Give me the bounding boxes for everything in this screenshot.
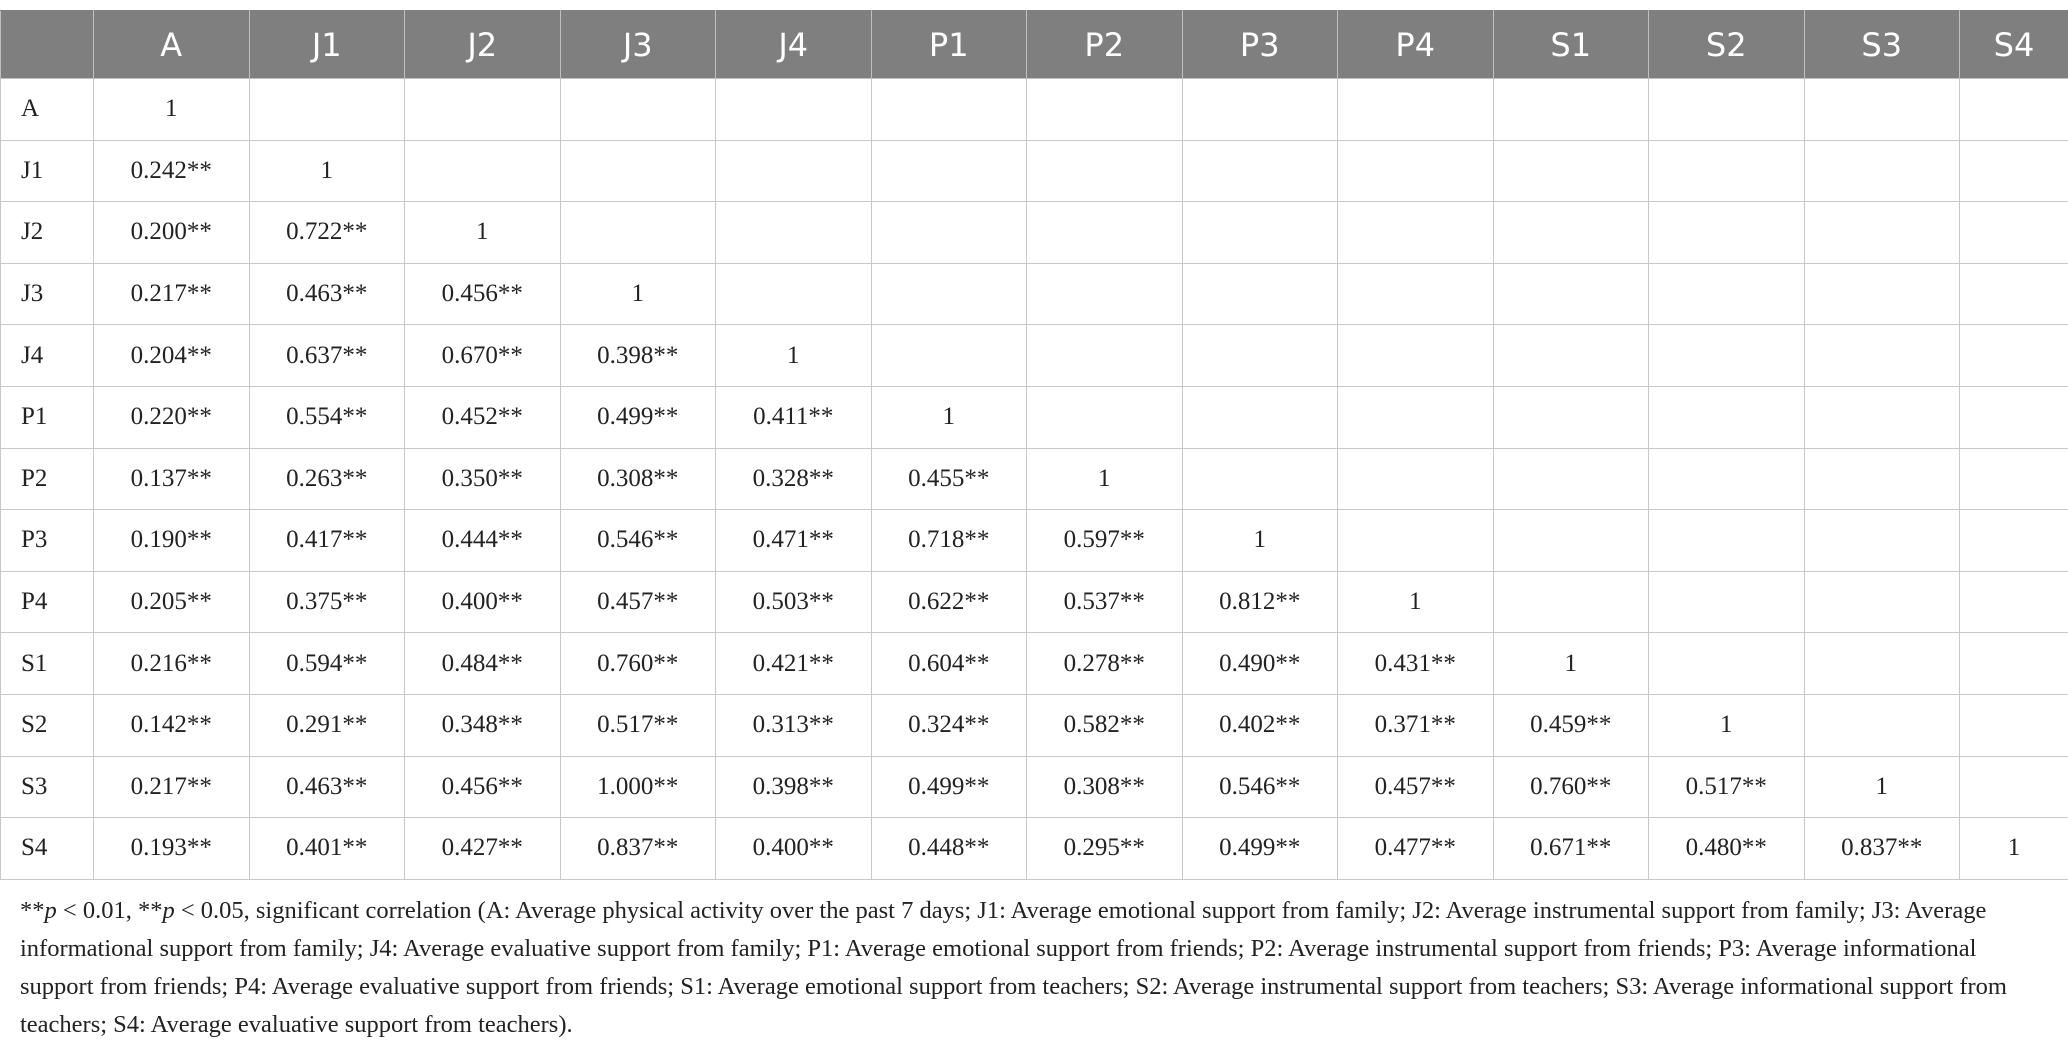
table-row xyxy=(1,79,2068,141)
correlation-cell xyxy=(1338,325,1494,387)
correlation-cell xyxy=(560,79,716,141)
correlation-cell: 0.499** xyxy=(560,386,716,448)
row-header: S4 xyxy=(1,818,94,880)
correlation-cell: 1 xyxy=(1182,510,1338,572)
correlation-cell xyxy=(716,263,872,325)
correlation-cell: 0.328** xyxy=(716,448,872,510)
correlation-cell: 0.622** xyxy=(871,571,1027,633)
correlation-cell xyxy=(1804,633,1960,695)
correlation-cell: 0.499** xyxy=(871,756,1027,818)
column-header: J1 xyxy=(249,11,405,79)
correlation-cell: 0.455** xyxy=(871,448,1027,510)
table-row xyxy=(1,202,2068,264)
correlation-cell: 0.375** xyxy=(249,571,405,633)
correlation-cell: 0.350** xyxy=(405,448,561,510)
correlation-cell: 0.537** xyxy=(1027,571,1183,633)
row-header: P2 xyxy=(1,448,94,510)
correlation-cell xyxy=(1493,448,1649,510)
correlation-cell: 1 xyxy=(1027,448,1183,510)
correlation-cell xyxy=(560,140,716,202)
correlation-cell: 0.517** xyxy=(1649,756,1805,818)
correlation-cell: 0.200** xyxy=(94,202,250,264)
correlation-cell xyxy=(1338,79,1494,141)
correlation-cell: 0.400** xyxy=(405,571,561,633)
correlation-cell xyxy=(1338,202,1494,264)
table-row xyxy=(1,140,2068,202)
column-header: S4 xyxy=(1960,11,2068,79)
correlation-cell xyxy=(1027,79,1183,141)
footnote-p-symbol: p xyxy=(44,897,57,924)
correlation-cell xyxy=(1649,202,1805,264)
correlation-cell: 0.204** xyxy=(94,325,250,387)
column-header: J4 xyxy=(716,11,872,79)
row-header: J4 xyxy=(1,325,94,387)
table-row xyxy=(1,818,2068,880)
correlation-cell xyxy=(1804,140,1960,202)
column-header: J2 xyxy=(405,11,561,79)
correlation-cell xyxy=(1493,140,1649,202)
correlation-cell: 0.308** xyxy=(1027,756,1183,818)
correlation-cell xyxy=(871,325,1027,387)
correlation-cell: 0.242** xyxy=(94,140,250,202)
row-header: S1 xyxy=(1,633,94,695)
correlation-cell xyxy=(1804,263,1960,325)
correlation-cell xyxy=(1960,325,2068,387)
column-header: P3 xyxy=(1182,11,1338,79)
correlation-cell xyxy=(1338,510,1494,572)
correlation-cell: 0.402** xyxy=(1182,694,1338,756)
correlation-cell: 1 xyxy=(1493,633,1649,695)
correlation-cell xyxy=(871,263,1027,325)
table-row xyxy=(1,756,2068,818)
correlation-cell: 1 xyxy=(1649,694,1805,756)
correlation-cell: 0.463** xyxy=(249,756,405,818)
correlation-cell: 0.477** xyxy=(1338,818,1494,880)
correlation-cell: 1 xyxy=(94,79,250,141)
correlation-cell: 0.546** xyxy=(560,510,716,572)
correlation-cell xyxy=(1960,202,2068,264)
correlation-cell: 0.142** xyxy=(94,694,250,756)
correlation-cell: 0.597** xyxy=(1027,510,1183,572)
correlation-cell xyxy=(1649,325,1805,387)
correlation-cell: 0.670** xyxy=(405,325,561,387)
table-row xyxy=(1,694,2068,756)
table-row xyxy=(1,386,2068,448)
correlation-cell xyxy=(1649,263,1805,325)
header-corner-cell xyxy=(1,11,94,79)
table-header-row xyxy=(1,11,2068,79)
correlation-cell: 0.671** xyxy=(1493,818,1649,880)
correlation-cell: 0.217** xyxy=(94,263,250,325)
table-row xyxy=(1,448,2068,510)
row-header: J3 xyxy=(1,263,94,325)
correlation-cell xyxy=(1493,202,1649,264)
correlation-cell: 1 xyxy=(1960,818,2068,880)
correlation-cell xyxy=(1960,633,2068,695)
correlation-cell: 0.263** xyxy=(249,448,405,510)
correlation-cell xyxy=(1493,386,1649,448)
correlation-cell xyxy=(1182,386,1338,448)
correlation-cell: 0.604** xyxy=(871,633,1027,695)
correlation-cell xyxy=(1649,448,1805,510)
correlation-cell xyxy=(1493,79,1649,141)
correlation-cell xyxy=(871,202,1027,264)
correlation-cell xyxy=(1960,140,2068,202)
correlation-cell: 0.313** xyxy=(716,694,872,756)
correlation-cell xyxy=(1804,448,1960,510)
row-header: P1 xyxy=(1,386,94,448)
correlation-cell xyxy=(1493,571,1649,633)
correlation-cell: 0.837** xyxy=(1804,818,1960,880)
correlation-cell: 0.217** xyxy=(94,756,250,818)
correlation-cell: 0.517** xyxy=(560,694,716,756)
correlation-cell: 0.278** xyxy=(1027,633,1183,695)
correlation-cell: 0.490** xyxy=(1182,633,1338,695)
correlation-cell xyxy=(1493,325,1649,387)
table-row xyxy=(1,263,2068,325)
correlation-cell xyxy=(1649,510,1805,572)
correlation-cell: 0.193** xyxy=(94,818,250,880)
correlation-cell xyxy=(1649,140,1805,202)
correlation-cell xyxy=(1338,448,1494,510)
correlation-cell: 0.348** xyxy=(405,694,561,756)
correlation-cell: 0.456** xyxy=(405,263,561,325)
correlation-cell xyxy=(1182,448,1338,510)
correlation-cell: 0.459** xyxy=(1493,694,1649,756)
correlation-cell: 0.480** xyxy=(1649,818,1805,880)
correlation-cell xyxy=(1804,386,1960,448)
correlation-cell: 0.463** xyxy=(249,263,405,325)
correlation-cell: 0.400** xyxy=(716,818,872,880)
column-header: J3 xyxy=(560,11,716,79)
correlation-cell xyxy=(1182,263,1338,325)
correlation-cell: 0.452** xyxy=(405,386,561,448)
correlation-cell: 0.324** xyxy=(871,694,1027,756)
correlation-cell: 0.444** xyxy=(405,510,561,572)
correlation-cell: 0.503** xyxy=(716,571,872,633)
correlation-cell: 0.456** xyxy=(405,756,561,818)
correlation-cell: 0.457** xyxy=(1338,756,1494,818)
correlation-cell xyxy=(1182,140,1338,202)
correlation-cell: 0.499** xyxy=(1182,818,1338,880)
correlation-cell: 0.398** xyxy=(716,756,872,818)
correlation-cell: 0.546** xyxy=(1182,756,1338,818)
correlation-cell xyxy=(1960,263,2068,325)
correlation-cell: 0.427** xyxy=(405,818,561,880)
correlation-cell: 0.401** xyxy=(249,818,405,880)
correlation-table xyxy=(0,10,2068,880)
row-header: P3 xyxy=(1,510,94,572)
correlation-cell: 0.837** xyxy=(560,818,716,880)
correlation-cell: 0.205** xyxy=(94,571,250,633)
table-row xyxy=(1,325,2068,387)
correlation-cell: 1.000** xyxy=(560,756,716,818)
correlation-cell: 0.554** xyxy=(249,386,405,448)
correlation-cell xyxy=(1493,263,1649,325)
correlation-cell xyxy=(1960,79,2068,141)
correlation-cell xyxy=(716,140,872,202)
correlation-cell: 1 xyxy=(249,140,405,202)
correlation-cell xyxy=(1649,79,1805,141)
correlation-cell xyxy=(1804,510,1960,572)
column-header: P1 xyxy=(871,11,1027,79)
correlation-cell: 0.484** xyxy=(405,633,561,695)
correlation-cell: 0.295** xyxy=(1027,818,1183,880)
table-row xyxy=(1,571,2068,633)
correlation-cell xyxy=(1960,510,2068,572)
footnote-threshold: < 0.01, ** xyxy=(56,897,163,924)
correlation-cell xyxy=(249,79,405,141)
correlation-cell: 0.594** xyxy=(249,633,405,695)
correlation-cell: 0.471** xyxy=(716,510,872,572)
correlation-cell xyxy=(1027,325,1183,387)
correlation-cell: 1 xyxy=(405,202,561,264)
correlation-cell xyxy=(871,140,1027,202)
correlation-cell xyxy=(1804,79,1960,141)
correlation-cell: 1 xyxy=(1338,571,1494,633)
row-header: J1 xyxy=(1,140,94,202)
correlation-cell xyxy=(1804,571,1960,633)
column-header: S1 xyxy=(1493,11,1649,79)
correlation-cell xyxy=(1493,510,1649,572)
correlation-cell xyxy=(1182,79,1338,141)
column-header: A xyxy=(94,11,250,79)
correlation-cell xyxy=(1649,633,1805,695)
table-row xyxy=(1,510,2068,572)
correlation-cell xyxy=(716,79,872,141)
correlation-cell xyxy=(1804,694,1960,756)
correlation-cell: 0.421** xyxy=(716,633,872,695)
column-header: S3 xyxy=(1804,11,1960,79)
correlation-cell: 0.637** xyxy=(249,325,405,387)
correlation-cell xyxy=(560,202,716,264)
correlation-cell xyxy=(405,140,561,202)
correlation-cell xyxy=(1338,386,1494,448)
correlation-cell xyxy=(1960,448,2068,510)
column-header: P4 xyxy=(1338,11,1494,79)
correlation-cell xyxy=(1804,325,1960,387)
table-body xyxy=(1,79,2068,880)
correlation-cell: 0.718** xyxy=(871,510,1027,572)
correlation-cell xyxy=(716,202,872,264)
footnote-text: < 0.05, significant correlation (A: Average physical activity over the past 7 days; J1: Average emotional support from family; J2: Average instrumental support from family; J3: Average informational support from family; J4: Average evaluative support from family; P1: Average emotional support from friends; P2: Average instrumental support from friends; P3: Average informational support from friends; P4: Average evaluative support from friends; S1: Average emotional support from teachers; S2: Average instrumental support from teachers; S3: Average informational support from teachers; S4: Average evaluative support from teachers). xyxy=(20,897,2007,1038)
correlation-cell xyxy=(1027,386,1183,448)
correlation-cell xyxy=(1338,263,1494,325)
correlation-cell: 0.760** xyxy=(560,633,716,695)
correlation-cell xyxy=(1338,140,1494,202)
correlation-cell xyxy=(1182,325,1338,387)
correlation-cell: 0.457** xyxy=(560,571,716,633)
correlation-cell: 0.216** xyxy=(94,633,250,695)
correlation-cell xyxy=(1182,202,1338,264)
correlation-cell: 0.308** xyxy=(560,448,716,510)
correlation-cell xyxy=(1027,202,1183,264)
table-row xyxy=(1,633,2068,695)
correlation-cell: 0.448** xyxy=(871,818,1027,880)
correlation-cell: 0.431** xyxy=(1338,633,1494,695)
correlation-cell: 0.291** xyxy=(249,694,405,756)
correlation-cell: 1 xyxy=(560,263,716,325)
correlation-cell xyxy=(1960,571,2068,633)
correlation-cell xyxy=(1649,386,1805,448)
correlation-cell xyxy=(1960,386,2068,448)
correlation-cell: 1 xyxy=(1804,756,1960,818)
correlation-cell: 0.371** xyxy=(1338,694,1494,756)
column-header: S2 xyxy=(1649,11,1805,79)
table-footnote xyxy=(20,892,2050,1044)
correlation-cell xyxy=(871,79,1027,141)
correlation-cell xyxy=(1960,756,2068,818)
correlation-cell: 0.137** xyxy=(94,448,250,510)
correlation-cell xyxy=(1960,694,2068,756)
correlation-cell xyxy=(1027,140,1183,202)
correlation-cell: 0.760** xyxy=(1493,756,1649,818)
correlation-cell xyxy=(405,79,561,141)
row-header: S3 xyxy=(1,756,94,818)
correlation-cell: 0.722** xyxy=(249,202,405,264)
correlation-cell: 0.417** xyxy=(249,510,405,572)
correlation-cell: 1 xyxy=(716,325,872,387)
correlation-cell: 1 xyxy=(871,386,1027,448)
correlation-table-container xyxy=(0,10,2068,880)
footnote-p-symbol: p xyxy=(162,897,175,924)
footnote-marker: ** xyxy=(20,897,45,924)
correlation-cell: 0.411** xyxy=(716,386,872,448)
correlation-cell xyxy=(1804,202,1960,264)
correlation-cell xyxy=(1649,571,1805,633)
column-header: P2 xyxy=(1027,11,1183,79)
row-header: A xyxy=(1,79,94,141)
correlation-cell xyxy=(1027,263,1183,325)
row-header: S2 xyxy=(1,694,94,756)
row-header: P4 xyxy=(1,571,94,633)
correlation-cell: 0.220** xyxy=(94,386,250,448)
correlation-cell: 0.812** xyxy=(1182,571,1338,633)
row-header: J2 xyxy=(1,202,94,264)
correlation-cell: 0.398** xyxy=(560,325,716,387)
correlation-cell: 0.190** xyxy=(94,510,250,572)
correlation-cell: 0.582** xyxy=(1027,694,1183,756)
